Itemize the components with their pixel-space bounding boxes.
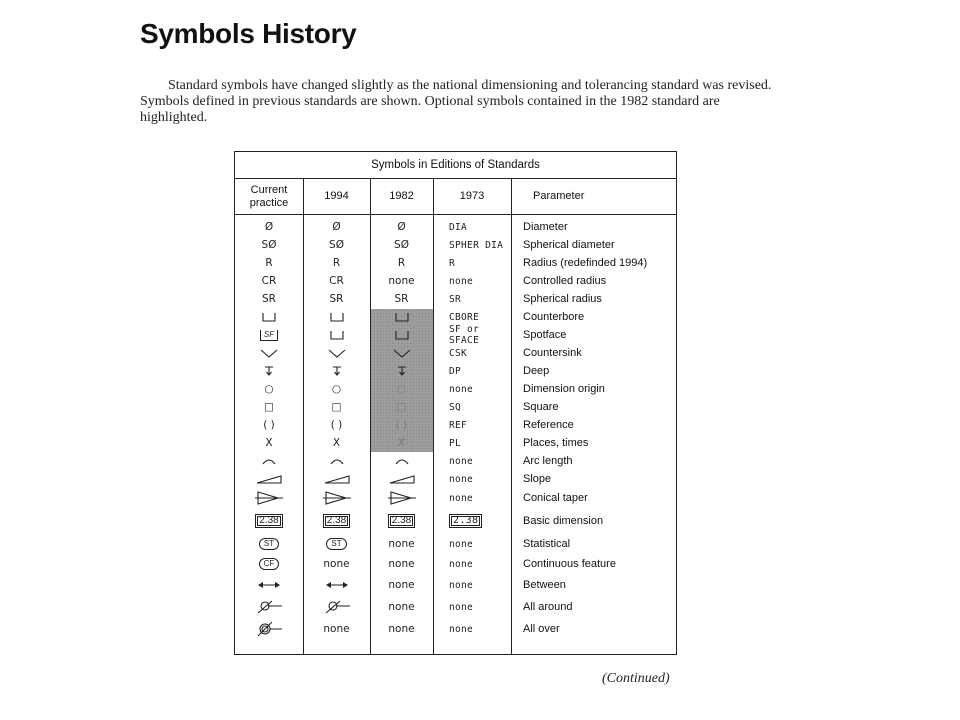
cell-text: SØ xyxy=(394,239,409,251)
cell-text: none xyxy=(323,558,350,570)
slope-icon xyxy=(322,471,352,487)
table-row xyxy=(235,218,676,236)
table-row xyxy=(235,534,676,554)
cell-parameter xyxy=(511,380,676,398)
cell-text: none xyxy=(388,579,415,591)
arc-length-icon xyxy=(254,453,284,469)
cell-text: Spotface xyxy=(523,329,567,341)
cell-current xyxy=(235,326,303,344)
cell-y1982 xyxy=(370,470,433,488)
cell-current xyxy=(235,236,303,254)
cell-parameter xyxy=(511,488,676,508)
cell-parameter xyxy=(511,254,676,272)
cell-parameter xyxy=(511,236,676,254)
table-row xyxy=(235,272,676,290)
cell-y1973 xyxy=(433,470,511,488)
cell-y1973 xyxy=(433,434,511,452)
cell-current xyxy=(235,398,303,416)
cell-y1982 xyxy=(370,326,433,344)
cell-text: CR xyxy=(261,275,277,287)
cell-text: Counterbore xyxy=(523,311,585,323)
cell-text: Continuous feature xyxy=(523,558,616,570)
table-row xyxy=(235,470,676,488)
cell-text: All around xyxy=(523,601,573,613)
cell-text: Controlled radius xyxy=(523,275,607,287)
cell-current xyxy=(235,218,303,236)
cell-text: none xyxy=(388,275,415,287)
table-row xyxy=(235,596,676,618)
cell-current xyxy=(235,554,303,574)
cell-text: Countersink xyxy=(523,347,582,359)
cell-parameter xyxy=(511,326,676,344)
cell-y1994 xyxy=(303,554,370,574)
cell-y1973 xyxy=(433,452,511,470)
cell-text: none xyxy=(388,538,415,550)
cell-y1973 xyxy=(433,534,511,554)
cell-text: Places, times xyxy=(523,437,589,449)
table-row xyxy=(235,398,676,416)
counterbore-icon xyxy=(254,309,284,325)
cell-y1973 xyxy=(433,236,511,254)
cell-y1994 xyxy=(303,508,370,534)
cell-text: none xyxy=(449,601,474,613)
cell-y1982 xyxy=(370,236,433,254)
cell-current xyxy=(235,254,303,272)
cell-y1994 xyxy=(303,574,370,596)
table-row xyxy=(235,416,676,434)
cell-text: none xyxy=(449,383,474,395)
spotface-symbol: SF xyxy=(260,330,278,341)
cell-text: ( ) xyxy=(395,419,408,431)
basic-dimension-box: 2.38 xyxy=(449,514,482,528)
cell-y1973 xyxy=(433,596,511,618)
continued-note: (Continued) xyxy=(602,671,670,686)
depth-icon xyxy=(254,363,284,379)
countersink-icon xyxy=(387,345,417,361)
table-row xyxy=(235,452,676,470)
cell-text: SØ xyxy=(329,239,344,251)
cell-text: ○ xyxy=(264,383,274,395)
cell-parameter xyxy=(511,434,676,452)
cell-y1994 xyxy=(303,452,370,470)
cell-text: R xyxy=(397,257,406,269)
cell-parameter xyxy=(511,398,676,416)
cell-text: Ø xyxy=(332,221,341,233)
cell-y1994 xyxy=(303,380,370,398)
cell-parameter xyxy=(511,574,676,596)
cell-y1982 xyxy=(370,508,433,534)
header-current-practice: Current practice xyxy=(249,183,289,209)
cell-text: none xyxy=(388,623,415,635)
header-1994: 1994 xyxy=(324,190,349,202)
cell-text: R xyxy=(332,257,341,269)
cell-y1973 xyxy=(433,618,511,640)
cell-parameter xyxy=(511,416,676,434)
cell-y1973 xyxy=(433,488,511,508)
cell-y1994 xyxy=(303,236,370,254)
cell-current xyxy=(235,470,303,488)
all-over-icon xyxy=(254,621,284,637)
cell-current xyxy=(235,290,303,308)
cell-y1982 xyxy=(370,434,433,452)
slope-icon xyxy=(387,471,417,487)
cell-y1973 xyxy=(433,398,511,416)
cell-y1994 xyxy=(303,416,370,434)
cell-parameter xyxy=(511,272,676,290)
cell-text: SQ xyxy=(449,401,462,413)
all-around-icon xyxy=(254,599,284,615)
cell-text: X xyxy=(332,437,341,449)
cell-current xyxy=(235,618,303,640)
cell-y1973 xyxy=(433,554,511,574)
table-row xyxy=(235,326,676,344)
between-icon xyxy=(322,577,352,593)
cell-parameter xyxy=(511,362,676,380)
cell-text: X xyxy=(397,437,406,449)
cell-parameter xyxy=(511,534,676,554)
cell-text: SF or SFACE xyxy=(449,324,480,346)
header-parameter: Parameter xyxy=(533,190,585,202)
cell-y1982 xyxy=(370,596,433,618)
cell-text: Between xyxy=(523,579,566,591)
cell-text: none xyxy=(449,538,474,550)
cell-text: All over xyxy=(523,623,560,635)
cell-y1982 xyxy=(370,272,433,290)
cell-current xyxy=(235,272,303,290)
statistical-symbol: ST xyxy=(259,538,279,550)
cell-y1994 xyxy=(303,362,370,380)
cell-text: Dimension origin xyxy=(523,383,605,395)
table-row xyxy=(235,488,676,508)
cell-y1994 xyxy=(303,344,370,362)
cell-text: Arc length xyxy=(523,455,573,467)
cell-text: X xyxy=(265,437,273,449)
cell-y1973 xyxy=(433,218,511,236)
cell-y1994 xyxy=(303,218,370,236)
cell-current xyxy=(235,308,303,326)
cell-text: R xyxy=(265,257,273,269)
table-row xyxy=(235,236,676,254)
counterbore-icon xyxy=(387,309,417,325)
cell-y1982 xyxy=(370,416,433,434)
table-row xyxy=(235,344,676,362)
cell-parameter xyxy=(511,596,676,618)
cell-text: CR xyxy=(329,275,344,287)
cell-current xyxy=(235,534,303,554)
cell-y1994 xyxy=(303,326,370,344)
cell-parameter xyxy=(511,618,676,640)
cell-y1994 xyxy=(303,534,370,554)
between-icon xyxy=(254,577,284,593)
cell-text: Statistical xyxy=(523,538,571,550)
cell-text: □ xyxy=(264,401,274,413)
cell-current xyxy=(235,596,303,618)
statistical-symbol: ST xyxy=(326,538,346,550)
cell-parameter xyxy=(511,470,676,488)
cell-text: Ø xyxy=(264,221,274,233)
cell-text: none xyxy=(323,623,350,635)
table-caption: Symbols in Editions of Standards xyxy=(235,152,676,179)
cell-text: SR xyxy=(262,293,276,305)
table-row xyxy=(235,380,676,398)
cell-y1973 xyxy=(433,416,511,434)
cell-text: REF xyxy=(449,419,468,431)
cell-y1982 xyxy=(370,554,433,574)
cell-current xyxy=(235,452,303,470)
counterbore-icon xyxy=(387,327,417,343)
cell-text: none xyxy=(388,601,415,613)
cell-text: Basic dimension xyxy=(523,515,604,527)
cell-current xyxy=(235,488,303,508)
arc-length-icon xyxy=(322,453,352,469)
cell-y1982 xyxy=(370,290,433,308)
cell-text: none xyxy=(449,455,474,467)
cell-parameter xyxy=(511,344,676,362)
cell-y1982 xyxy=(370,344,433,362)
cell-y1982 xyxy=(370,452,433,470)
cell-text: ○ xyxy=(331,383,342,395)
cell-text: Slope xyxy=(523,473,552,485)
table-row xyxy=(235,508,676,534)
cell-text: SPHER DIA xyxy=(449,239,504,251)
table-header-row xyxy=(235,179,676,215)
cell-y1994 xyxy=(303,308,370,326)
cell-parameter xyxy=(511,452,676,470)
table-row xyxy=(235,574,676,596)
cell-y1973 xyxy=(433,574,511,596)
table-row xyxy=(235,434,676,452)
cell-y1973 xyxy=(433,290,511,308)
symbols-table xyxy=(234,151,677,655)
cell-text: Reference xyxy=(523,419,574,431)
counterbore-icon xyxy=(322,327,352,343)
table-row xyxy=(235,362,676,380)
cell-text: none xyxy=(449,623,474,635)
cell-text: Radius (redefinded 1994) xyxy=(523,257,648,269)
cell-y1982 xyxy=(370,534,433,554)
cell-parameter xyxy=(511,218,676,236)
cell-y1982 xyxy=(370,380,433,398)
cell-y1973 xyxy=(433,344,511,362)
cell-y1982 xyxy=(370,362,433,380)
cell-y1973 xyxy=(433,326,511,344)
cell-text: Spherical radius xyxy=(523,293,602,305)
cell-y1994 xyxy=(303,596,370,618)
basic-dimension-box: 2.38 xyxy=(388,514,415,528)
cell-parameter xyxy=(511,308,676,326)
cell-text: R xyxy=(449,257,456,269)
cell-y1994 xyxy=(303,272,370,290)
conical-taper-icon xyxy=(254,490,284,506)
cell-text: DP xyxy=(449,365,462,377)
cell-y1973 xyxy=(433,254,511,272)
page-title: Symbols History xyxy=(140,18,357,49)
cell-parameter xyxy=(511,290,676,308)
cell-text: CBORE xyxy=(449,311,480,323)
cell-text: Spherical diameter xyxy=(523,239,615,251)
cell-text: SR xyxy=(449,293,462,305)
cell-current xyxy=(235,344,303,362)
countersink-icon xyxy=(322,345,352,361)
cell-current xyxy=(235,416,303,434)
cell-text: none xyxy=(388,558,415,570)
table-row xyxy=(235,290,676,308)
cell-current xyxy=(235,362,303,380)
cell-text: ( ) xyxy=(263,419,275,431)
cell-text: ○ xyxy=(396,383,407,395)
cell-text: none xyxy=(449,473,474,485)
cell-y1973 xyxy=(433,508,511,534)
continuous-feature-symbol: CF xyxy=(259,558,280,570)
table-row xyxy=(235,254,676,272)
cell-y1982 xyxy=(370,488,433,508)
cell-y1994 xyxy=(303,290,370,308)
cell-y1973 xyxy=(433,380,511,398)
cell-text: Square xyxy=(523,401,559,413)
cell-parameter xyxy=(511,508,676,534)
header-1982: 1982 xyxy=(389,190,414,202)
cell-y1994 xyxy=(303,254,370,272)
cell-text: DIA xyxy=(449,221,468,233)
cell-text: Deep xyxy=(523,365,550,377)
cell-y1982 xyxy=(370,254,433,272)
intro-text: Standard symbols have changed slightly as the national dimensioning and tolerancing standard was revised. Symbols defined in previous standards are shown. Optional symbols contained in the 1982 standard are highlighted. xyxy=(140,78,772,125)
slope-icon xyxy=(254,471,284,487)
header-1973: 1973 xyxy=(459,190,485,202)
cell-current xyxy=(235,434,303,452)
cell-text: SR xyxy=(329,293,344,305)
cell-y1994 xyxy=(303,398,370,416)
all-around-icon xyxy=(322,599,352,615)
cell-text: Conical taper xyxy=(523,492,588,504)
cell-text: Ø xyxy=(397,221,406,233)
cell-text: ( ) xyxy=(330,419,343,431)
cell-y1994 xyxy=(303,434,370,452)
cell-y1994 xyxy=(303,488,370,508)
cell-y1982 xyxy=(370,398,433,416)
cell-text: none xyxy=(449,492,474,504)
cell-text: CSK xyxy=(449,347,468,359)
cell-text: SØ xyxy=(261,239,277,251)
arc-length-icon xyxy=(387,453,417,469)
cell-text: none xyxy=(449,558,474,570)
cell-y1973 xyxy=(433,272,511,290)
cell-current xyxy=(235,574,303,596)
cell-y1994 xyxy=(303,618,370,640)
cell-y1994 xyxy=(303,470,370,488)
cell-y1982 xyxy=(370,308,433,326)
conical-taper-icon xyxy=(322,490,352,506)
cell-current xyxy=(235,380,303,398)
table-row xyxy=(235,554,676,574)
cell-y1982 xyxy=(370,218,433,236)
basic-dimension-box: 2.38 xyxy=(255,514,282,528)
intro-paragraph xyxy=(140,78,780,126)
cell-text: SR xyxy=(394,293,409,305)
basic-dimension-box: 2.38 xyxy=(323,514,350,528)
cell-y1982 xyxy=(370,618,433,640)
countersink-icon xyxy=(254,345,284,361)
cell-text: □ xyxy=(331,401,342,413)
cell-text: none xyxy=(449,275,474,287)
cell-current xyxy=(235,508,303,534)
cell-text: PL xyxy=(449,437,462,449)
cell-y1982 xyxy=(370,574,433,596)
depth-icon xyxy=(387,363,417,379)
depth-icon xyxy=(322,363,352,379)
cell-text: Diameter xyxy=(523,221,568,233)
cell-text: □ xyxy=(396,401,407,413)
cell-y1973 xyxy=(433,362,511,380)
counterbore-icon xyxy=(322,309,352,325)
conical-taper-icon xyxy=(387,490,417,506)
table-row xyxy=(235,618,676,640)
cell-parameter xyxy=(511,554,676,574)
cell-text: none xyxy=(449,579,474,591)
